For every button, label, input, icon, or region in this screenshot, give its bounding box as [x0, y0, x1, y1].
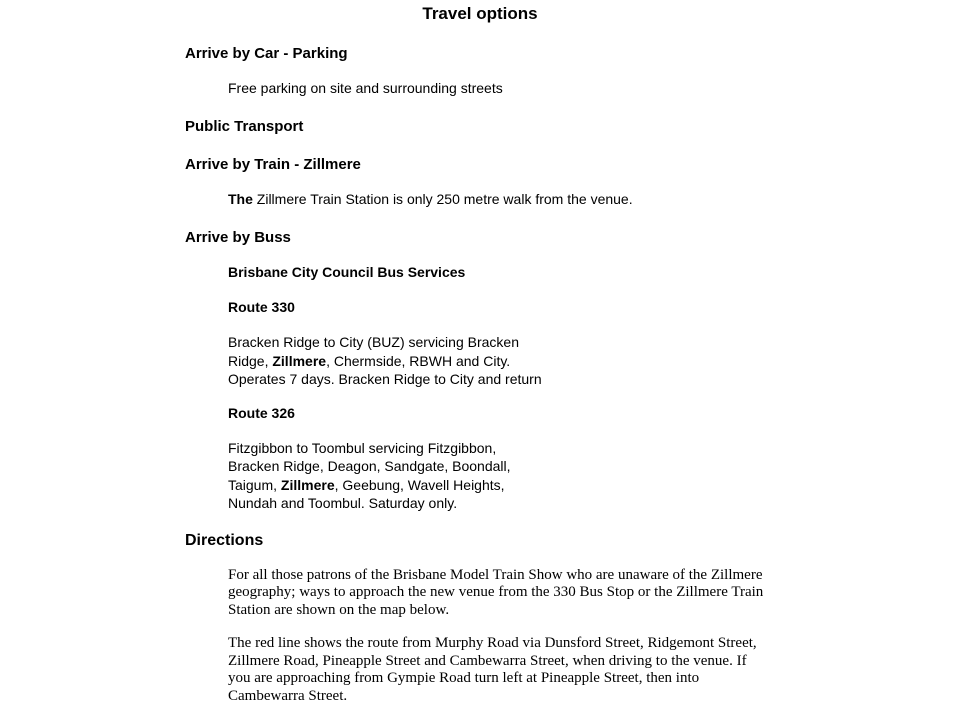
route-330-desc-part: , Chermside, RBWH and City. Operates 7 days. Bracken Ridge to City and return [228, 352, 542, 387]
route-326-desc-part: , Geebung, Wavell Heights, Nundah and Toombul. Saturday only. [228, 476, 505, 511]
route-326-desc-part: Fitzgibbon to Toombul servicing Fitzgibbon, Bracken Ridge, Deagon, Sandgate, Boondall, Taigum, [228, 439, 511, 493]
route-330-heading: Route 330 [228, 299, 295, 315]
train-text-rest: Zillmere Train Station is only 250 metre walk from the venue. [252, 191, 633, 207]
directions-paragraph-1: For all those patrons of the Brisbane Model Train Show who are unaware of the Zillmere geography; ways to approach the new venue from the 330 Bus Stop or the Zillmere Train Station are shown on the map below. [228, 566, 764, 618]
bus-services-subheading: Brisbane City Council Bus Services [228, 264, 466, 280]
directions-paragraph-2: The red line shows the route from Murphy Road via Dunsford Street, Ridgemont Street, Zillmere Road, Pineapple Street and Cambewarra Street, when driving to the venue. If you are approaching from Gympie Road turn left at Pineapple Street, then into Cambewarra Street. [228, 635, 757, 704]
document-title: Travel options [422, 4, 538, 23]
route-330-desc-zillmere-bold: Zillmere [272, 352, 327, 369]
heading-directions: Directions [185, 531, 264, 549]
route-330-description [228, 333, 546, 389]
route-326-description [228, 439, 546, 513]
heading-public-transport: Public Transport [185, 118, 304, 135]
heading-arrive-by-car: Arrive by Car - Parking [185, 45, 348, 62]
train-text [228, 190, 960, 209]
heading-arrive-by-bus: Arrive by Buss [185, 229, 291, 246]
route-326-desc-zillmere-bold: Zillmere [280, 476, 335, 493]
heading-arrive-by-train: Arrive by Train - Zillmere [185, 156, 361, 173]
train-text-bold-the: The [228, 191, 253, 207]
route-330-desc-part: Bracken Ridge to City (BUZ) servicing Bracken Ridge, [228, 334, 519, 369]
route-326-heading: Route 326 [228, 404, 295, 421]
parking-text: Free parking on site and surrounding streets [228, 80, 503, 96]
